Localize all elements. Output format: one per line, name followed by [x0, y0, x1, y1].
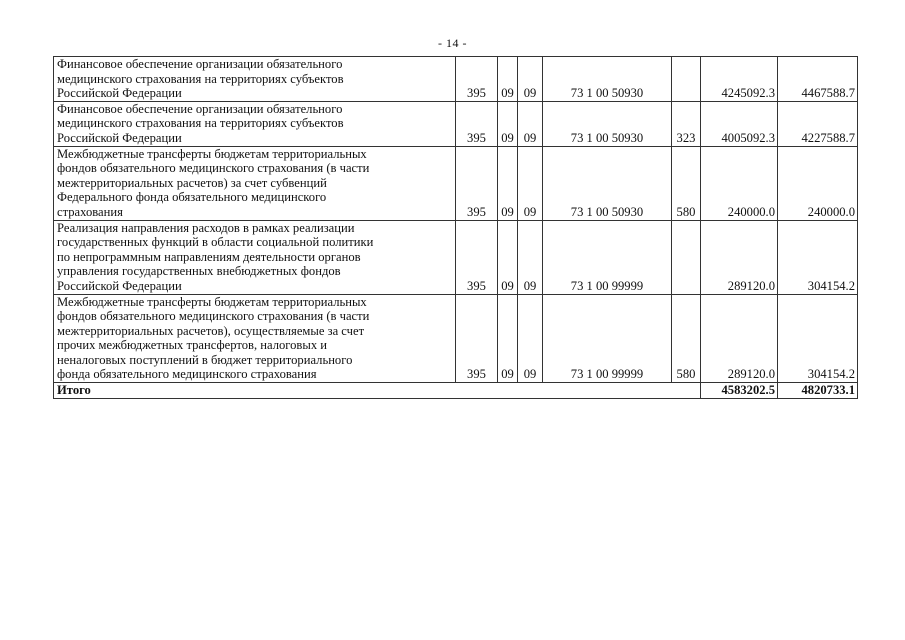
expense-type-code: 323: [672, 101, 701, 146]
target-article-code: 73 1 00 50930: [543, 101, 672, 146]
description-line: Межбюджетные трансферты бюджетам территориальных: [57, 146, 367, 161]
year2-amount: 4467588.7: [778, 57, 858, 102]
section-code: 09: [498, 294, 518, 383]
page-number: - 14 -: [438, 36, 467, 50]
description-line: по непрограммным направлениям деятельности органов: [57, 249, 361, 264]
total-year2-amount: 4820733.1: [778, 383, 858, 399]
description-line: неналоговых поступлений в бюджет территориального: [57, 352, 353, 367]
table-row: [54, 146, 858, 220]
section-code: 09: [498, 101, 518, 146]
total-year1-amount: 4583202.5: [701, 383, 778, 399]
year1-amount: 289120.0: [701, 220, 778, 294]
target-article-code: 73 1 00 99999: [543, 294, 672, 383]
budget-table: [53, 56, 858, 399]
table-row: [54, 101, 858, 146]
subsection-code: 09: [518, 146, 543, 220]
description-line: прочих межбюджетных трансфертов, налоговых и: [57, 338, 328, 353]
ministry-code: 395: [456, 220, 498, 294]
subsection-code: 09: [518, 101, 543, 146]
description-line: медицинского страхования на территориях субъектов: [57, 116, 344, 131]
description-line: Российской Федерации: [57, 278, 182, 293]
expense-type-code: 580: [672, 146, 701, 220]
description-line: межтерриториальных расчетов) за счет субвенций: [57, 175, 327, 190]
description-line: Финансовое обеспечение организации обязательного: [57, 57, 343, 71]
description-line: Межбюджетные трансферты бюджетам территориальных: [57, 294, 367, 309]
target-article-code: 73 1 00 99999: [543, 220, 672, 294]
year1-amount: 4005092.3: [701, 101, 778, 146]
year1-amount: 289120.0: [701, 294, 778, 383]
year1-amount: 4245092.3: [701, 57, 778, 102]
description-line: страхования: [57, 204, 123, 219]
expense-description: [54, 294, 456, 383]
target-article-code: 73 1 00 50930: [543, 146, 672, 220]
description-line: медицинского страхования на территориях субъектов: [57, 71, 344, 86]
description-line: межтерриториальных расчетов), осуществляемые за счет: [57, 323, 365, 338]
ministry-code: 395: [456, 146, 498, 220]
expense-description: [54, 57, 456, 102]
description-line: фондов обязательного медицинского страхования (в части: [57, 309, 370, 324]
year1-amount: 240000.0: [701, 146, 778, 220]
ministry-code: 395: [456, 57, 498, 102]
subsection-code: 09: [518, 57, 543, 102]
description-line: управления государственных внебюджетных фондов: [57, 264, 341, 279]
description-line: Российской Федерации: [57, 86, 182, 101]
table-row: [54, 57, 858, 102]
section-code: 09: [498, 146, 518, 220]
table-body: [54, 57, 858, 383]
expense-type-code: [672, 57, 701, 102]
section-code: 09: [498, 57, 518, 102]
description-line: Реализация направления расходов в рамках реализации: [57, 220, 355, 235]
ministry-code: 395: [456, 101, 498, 146]
table-row: [54, 220, 858, 294]
subsection-code: 09: [518, 220, 543, 294]
expense-type-code: 580: [672, 294, 701, 383]
description-line: Российской Федерации: [57, 130, 182, 145]
section-code: 09: [498, 220, 518, 294]
year2-amount: 304154.2: [778, 220, 858, 294]
description-line: Финансовое обеспечение организации обязательного: [57, 101, 343, 116]
description-line: государственных функций в области социальной политики: [57, 235, 374, 250]
target-article-code: 73 1 00 50930: [543, 57, 672, 102]
description-line: Федерального фонда обязательного медицинского: [57, 190, 327, 205]
description-line: фондов обязательного медицинского страхования (в части: [57, 161, 370, 176]
expense-description: [54, 146, 456, 220]
subsection-code: 09: [518, 294, 543, 383]
total-row: [54, 383, 858, 399]
expense-description: [54, 101, 456, 146]
table-row: [54, 294, 858, 383]
year2-amount: 4227588.7: [778, 101, 858, 146]
expense-description: [54, 220, 456, 294]
description-line: фонда обязательного медицинского страхования: [57, 367, 317, 382]
expense-type-code: [672, 220, 701, 294]
year2-amount: 240000.0: [778, 146, 858, 220]
ministry-code: 395: [456, 294, 498, 383]
total-label: Итого: [54, 383, 701, 399]
year2-amount: 304154.2: [778, 294, 858, 383]
